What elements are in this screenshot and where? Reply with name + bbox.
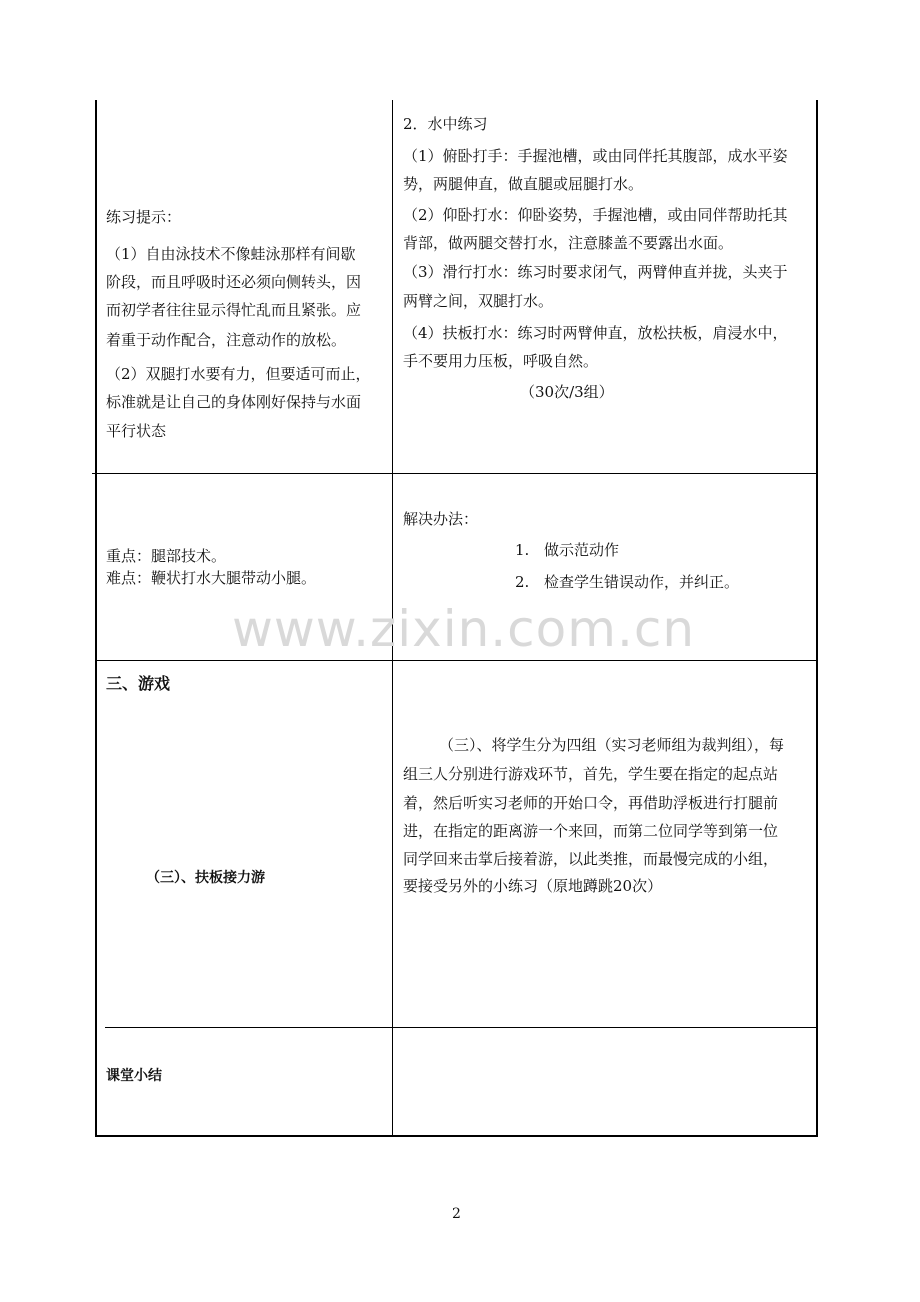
game-desc-line1: （三）、将学生分为四组（实习老师组为裁判组），每: [439, 736, 785, 754]
practice-tips-heading: 练习提示：: [106, 208, 182, 226]
tip2-line2: 标准就是让自己的身体刚好保持与水面: [106, 393, 362, 411]
step2-text: 检查学生错误动作，并纠正。: [544, 573, 740, 591]
table-left-border: [95, 100, 97, 1137]
game-desc-line4: 进，在指定的距离游一个来回，而第二位同学等到第一位: [403, 822, 779, 840]
item3-line2: 两臂之间，双腿打水。: [403, 292, 554, 310]
tip1-line1: （1）自由泳技术不像蛙泳那样有间歇: [106, 245, 356, 263]
row-divider-3: [105, 1027, 816, 1028]
tip2-line1: （2）双腿打水要有力，但要适可而止，: [106, 365, 371, 383]
item3-line1: （3）滑行打水：练习时要求闭气，两臂伸直并拢，头夹于: [403, 263, 788, 281]
item2-line1: （2）仰卧打水：仰卧姿势，手握池槽，或由同伴帮助托其: [403, 206, 788, 224]
difficulty-text: 难点：鞭状打水大腿带动小腿。: [106, 569, 317, 587]
solutions-title: 解决办法：: [403, 510, 479, 528]
tip1-line2: 阶段，而且呼吸时还必须向侧转头，因: [106, 273, 362, 291]
water-practice-title: 2．水中练习: [403, 115, 488, 133]
table-bottom-border: [95, 1135, 818, 1137]
game-desc-line6: 要接受另外的小练习（原地蹲跳20次）: [403, 877, 663, 895]
game-name: （三）、扶板接力游: [146, 870, 265, 886]
item1-line1: （1）俯卧打手：手握池槽，或由同伴托其腹部，成水平姿: [403, 147, 788, 165]
focus-text: 重点：腿部技术。: [106, 547, 227, 565]
step1-text: 做示范动作: [544, 541, 620, 559]
row-divider-2: [95, 660, 816, 661]
item4-line1: （4）扶板打水：练习时两臂伸直，放松扶板，肩浸水中，: [403, 324, 788, 342]
item2-line2: 背部，做两腿交替打水，注意膝盖不要露出水面。: [403, 234, 734, 252]
game-desc-line2: 组三人分别进行游戏环节，首先，学生要在指定的起点站: [403, 765, 779, 783]
tip1-line4: 着重于动作配合，注意动作的放松。: [106, 331, 347, 349]
step2-number: 2.: [515, 573, 530, 591]
reps-label: （30次/3组）: [520, 383, 614, 401]
item4-line2: 手不要用力压板，呼吸自然。: [403, 352, 599, 370]
tip2-line3: 平行状态: [106, 422, 167, 440]
page-number: 2: [452, 1206, 461, 1222]
step1-number: 1.: [515, 541, 530, 559]
game-desc-line3: 着，然后听实习老师的开始口令，再借助浮板进行打腿前: [403, 794, 779, 812]
item1-line2: 势，两腿伸直，做直腿或屈腿打水。: [403, 175, 644, 193]
class-summary-label: 课堂小结: [106, 1068, 162, 1084]
row-divider-1: [92, 473, 816, 474]
watermark: www.zixin.com.cn: [232, 600, 696, 658]
table-right-border: [816, 100, 818, 1137]
games-section-title: 三、游戏: [106, 674, 171, 693]
game-desc-line5: 同学回来击掌后接着游，以此类推，而最慢完成的小组，: [403, 850, 779, 868]
tip1-line3: 而初学者往往显示得忙乱而且紧张。应: [106, 301, 362, 319]
